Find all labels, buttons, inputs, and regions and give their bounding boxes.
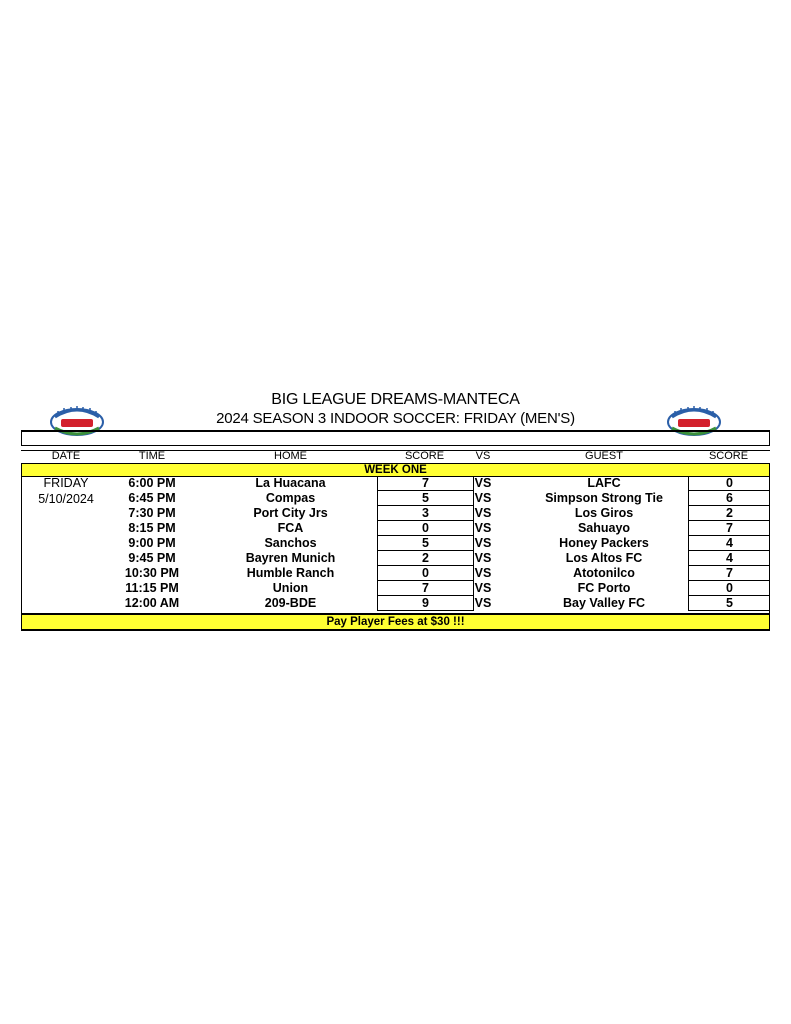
header-home-score: SCORE — [404, 450, 445, 462]
vs-label: VS — [474, 566, 492, 580]
game-time: 6:00 PM — [128, 476, 176, 490]
footer-note: Pay Player Fees at $30 !!! — [21, 613, 770, 631]
page-title: BIG LEAGUE DREAMS-MANTECA — [271, 391, 520, 408]
schedule-table — [21, 430, 770, 630]
vs-label: VS — [474, 581, 492, 595]
table-row — [21, 566, 770, 581]
table-row — [21, 596, 770, 611]
vs-label: VS — [474, 551, 492, 565]
table-row — [21, 476, 770, 491]
header-date: DATE — [51, 450, 81, 462]
home-score: 3 — [377, 506, 474, 521]
guest-score: 4 — [688, 536, 770, 551]
table-row — [21, 506, 770, 521]
home-score: 2 — [377, 551, 474, 566]
table-row — [21, 536, 770, 551]
guest-score: 6 — [688, 491, 770, 506]
guest-team: Bay Valley FC — [563, 596, 645, 610]
guest-score: 2 — [688, 506, 770, 521]
home-team: Union — [272, 581, 309, 595]
guest-team: LAFC — [587, 476, 621, 490]
guest-team: Los Altos FC — [565, 551, 643, 565]
guest-team: FC Porto — [577, 581, 631, 595]
table-row — [21, 521, 770, 536]
header-row — [21, 450, 770, 462]
home-team: FCA — [277, 521, 304, 535]
guest-score: 5 — [688, 596, 770, 611]
divider — [21, 445, 770, 446]
guest-team: Simpson Strong Tie — [545, 491, 663, 505]
date-value: 5/10/2024 — [38, 492, 94, 506]
home-team: 209-BDE — [264, 596, 317, 610]
guest-score: 7 — [688, 566, 770, 581]
table-row — [21, 551, 770, 566]
home-score: 0 — [377, 566, 474, 581]
vs-label: VS — [474, 491, 492, 505]
guest-score: 7 — [688, 521, 770, 536]
home-team: Port City Jrs — [253, 506, 328, 520]
guest-team: Sahuayo — [577, 521, 631, 535]
week-banner: WEEK ONE — [21, 463, 770, 477]
game-time: 6:45 PM — [128, 491, 176, 505]
game-time: 12:00 AM — [124, 596, 180, 610]
guest-team: Atotonilco — [573, 566, 635, 580]
vs-label: VS — [474, 476, 492, 490]
home-team: Compas — [265, 491, 316, 505]
blank-row — [21, 432, 770, 445]
header-guest-score: SCORE — [708, 450, 749, 462]
home-team: Bayren Munich — [245, 551, 336, 565]
table-row — [21, 581, 770, 596]
header-guest: GUEST — [585, 450, 623, 462]
date-day: FRIDAY — [43, 476, 89, 490]
table-row — [21, 491, 770, 506]
game-time: 7:30 PM — [128, 506, 176, 520]
home-score: 5 — [377, 491, 474, 506]
vs-label: VS — [474, 521, 492, 535]
game-time: 8:15 PM — [128, 521, 176, 535]
home-team: La Huacana — [255, 476, 326, 490]
home-score: 5 — [377, 536, 474, 551]
home-team: Sanchos — [264, 536, 317, 550]
guest-team: Los Giros — [574, 506, 634, 520]
game-time: 9:45 PM — [128, 551, 176, 565]
header-time: TIME — [138, 450, 166, 462]
home-score: 7 — [377, 581, 474, 596]
header-home: HOME — [274, 450, 307, 462]
home-score: 0 — [377, 521, 474, 536]
home-score: 7 — [377, 476, 474, 491]
home-score: 9 — [377, 596, 474, 611]
page-subtitle: 2024 SEASON 3 INDOOR SOCCER: FRIDAY (MEN'S) — [216, 410, 575, 427]
header-vs: VS — [475, 450, 491, 462]
guest-score: 4 — [688, 551, 770, 566]
game-time: 9:00 PM — [128, 536, 176, 550]
game-time: 10:30 PM — [124, 566, 180, 580]
vs-label: VS — [474, 596, 492, 610]
guest-score: 0 — [688, 476, 770, 491]
home-team: Humble Ranch — [246, 566, 335, 580]
game-time: 11:15 PM — [125, 581, 179, 595]
vs-label: VS — [474, 536, 492, 550]
guest-team: Honey Packers — [559, 536, 649, 550]
guest-score: 0 — [688, 581, 770, 596]
vs-label: VS — [474, 506, 492, 520]
